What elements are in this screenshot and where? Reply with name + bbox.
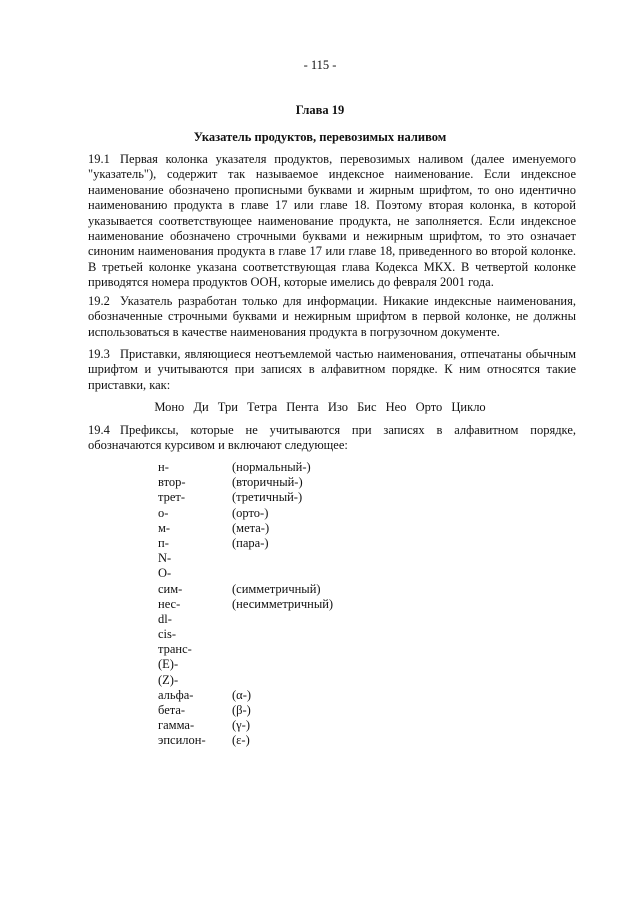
prefix-gloss: (ε-) (232, 733, 250, 748)
prefix-row (158, 506, 458, 521)
prefix-term: втор- (158, 475, 186, 490)
prefix-row (158, 490, 458, 505)
prefix-gloss: (пара-) (232, 535, 269, 550)
prefix-gloss: (нормальный-) (232, 460, 311, 474)
prefix-gloss: (мета-) (232, 520, 270, 535)
integral-prefix: Тетра (247, 400, 278, 414)
paragraph-text: Указатель разработан только для информации. Никакие индексные наименования, обозначенные строчными буквами и нежирным шрифтом в первой колонке, не должны использоваться в качестве наименования продукта в погрузочном документе. (88, 294, 576, 339)
paragraph-number: 19.3 (88, 347, 110, 361)
chapter-title: Глава 19 (295, 103, 345, 117)
prefix-term: эпсилон- (158, 733, 206, 748)
prefix-term: транс- (158, 642, 192, 657)
paragraph-text: Первая колонка указателя продуктов, перевозимых наливом (далее именуемого "указатель"), содержит так называемое индексное наименование. Если индексное наименование обозначено прописными буквами и жирным шрифтом, то оно идентично наименованию продукта в главе 17 или главе 18. Поэтому вторая колонка, в которой указывается соответствующее наименование продукта, не заполняется. Если индексное наименование обозначено строчными буквами и нежирным шрифтом, то это означает синоним наименования продукта в главе 17 или главе 18, приведенного во второй колонке. В третьей колонке указана соответствующая глава Кодекса МКХ. В четвертой колонке приводятся номера продуктов ООН, которые имелись до февраля 2001 года. (88, 152, 576, 290)
paragraph-19-3 (88, 347, 576, 393)
paragraph-19-4 (88, 423, 576, 454)
integral-prefix: Моно (154, 400, 185, 414)
prefix-row (158, 551, 458, 566)
prefix-term: (E)- (158, 657, 179, 672)
integral-prefix: Бис (357, 400, 377, 414)
paragraph-19-2 (88, 294, 576, 340)
prefix-term: п- (158, 535, 169, 550)
integral-prefix: Орто (415, 400, 443, 414)
prefix-term: гамма- (158, 718, 195, 733)
prefix-row (158, 582, 458, 597)
prefix-term: N- (158, 551, 172, 566)
integral-prefix: Три (217, 400, 238, 414)
section-title: Указатель продуктов, перевозимых наливом (193, 130, 447, 144)
paragraph-number: 19.4 (88, 423, 110, 437)
prefix-gloss: (вторичный-) (232, 475, 303, 490)
prefix-row (158, 536, 458, 551)
prefix-term: (Z)- (158, 672, 179, 687)
prefix-row (158, 688, 458, 703)
prefix-row (158, 703, 458, 718)
prefix-row (158, 597, 458, 612)
prefix-row (158, 642, 458, 657)
prefix-row (158, 475, 458, 490)
paragraph-number: 19.2 (88, 294, 110, 308)
prefix-term: о- (158, 505, 169, 520)
prefix-row (158, 733, 458, 748)
prefix-term: cis- (158, 627, 177, 642)
integral-prefix: Цикло (451, 400, 486, 414)
integral-prefix: Ди (193, 400, 209, 414)
page-number: - 115 - (303, 58, 337, 72)
integral-prefix: Нео (385, 400, 407, 414)
prefix-row (158, 657, 458, 672)
prefix-term: dl- (158, 611, 172, 626)
prefix-row (158, 627, 458, 642)
prefix-term: н- (158, 460, 169, 474)
prefix-term: нес- (158, 596, 181, 611)
prefix-term: м- (158, 520, 171, 535)
paragraph-number: 19.1 (88, 152, 110, 166)
prefix-gloss: (третичный-) (232, 490, 303, 505)
prefix-gloss: (α-) (232, 687, 252, 702)
prefix-gloss: (несимметричный) (232, 596, 334, 611)
prefix-gloss: (симметричный) (232, 581, 321, 596)
prefix-row (158, 566, 458, 581)
paragraph-text: Приставки, являющиеся неотъемлемой частью наименования, отпечатаны обычным шрифтом и учитываются при записях в алфавитном порядке. К ним относятся такие приставки, как: (88, 347, 576, 392)
integral-prefix: Пента (286, 400, 319, 414)
prefix-gloss: (орто-) (232, 505, 269, 520)
paragraph-text: Префиксы, которые не учитываются при записях в алфавитном порядке, обозначаются курсивом и включают следующее: (88, 423, 576, 453)
integral-prefix: Изо (327, 400, 348, 414)
integral-prefix-list (0, 400, 640, 415)
prefix-term: сим- (158, 581, 183, 596)
ignored-prefix-list (158, 460, 458, 749)
prefix-row (158, 718, 458, 733)
paragraph-19-1 (88, 152, 576, 291)
prefix-term: альфа- (158, 687, 194, 702)
prefix-row (158, 521, 458, 536)
prefix-term: бета- (158, 703, 186, 717)
prefix-gloss: (γ-) (232, 718, 251, 733)
prefix-row (158, 612, 458, 627)
prefix-gloss: (β-) (232, 703, 251, 717)
prefix-term: трет- (158, 490, 186, 505)
prefix-term: O- (158, 566, 172, 581)
prefix-row (158, 673, 458, 688)
prefix-row (158, 460, 458, 475)
